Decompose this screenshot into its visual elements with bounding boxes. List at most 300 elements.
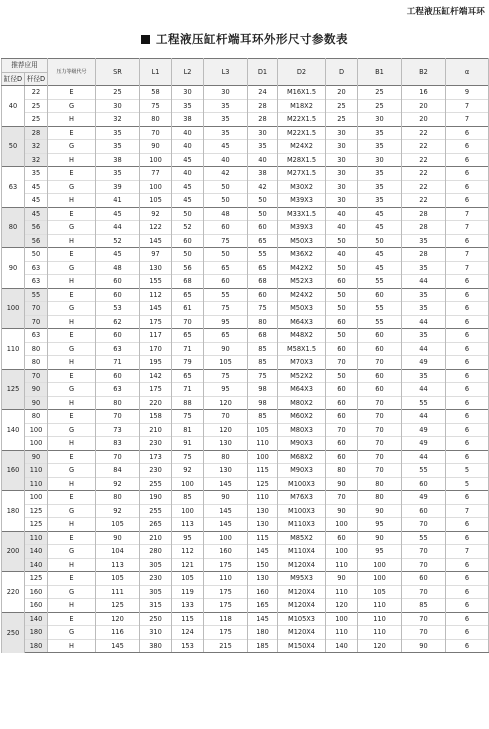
cell-d: 30 <box>326 180 358 194</box>
cell-d: 110 <box>326 626 358 640</box>
cell-d1: 80 <box>248 315 278 329</box>
cell-bore: 140 <box>2 410 25 451</box>
cell-l1: 80 <box>140 113 172 127</box>
cell-sr: 32 <box>96 113 140 127</box>
cell-b2: 85 <box>402 599 446 613</box>
cell-l1: 77 <box>140 167 172 181</box>
cell-rod: 63 <box>25 275 48 289</box>
cell-d1: 50 <box>248 207 278 221</box>
table-row <box>2 639 489 653</box>
cell-b2: 49 <box>402 491 446 505</box>
header-bore-diameter: 缸径D <box>2 72 25 86</box>
cell-l2: 105 <box>172 572 204 586</box>
cell-l3: 50 <box>204 180 248 194</box>
cell-b1: 25 <box>358 86 402 100</box>
cell-l1: 105 <box>140 194 172 208</box>
cell-b1: 110 <box>358 599 402 613</box>
cell-alpha: 6 <box>446 585 489 599</box>
cell-l1: 305 <box>140 585 172 599</box>
cell-b2: 90 <box>402 639 446 653</box>
cell-sr: 70 <box>96 410 140 424</box>
cell-alpha: 6 <box>446 572 489 586</box>
table-row <box>2 275 489 289</box>
cell-alpha: 6 <box>446 288 489 302</box>
cell-sr: 92 <box>96 504 140 518</box>
cell-b2: 70 <box>402 558 446 572</box>
cell-b1: 95 <box>358 545 402 559</box>
cell-l3: 120 <box>204 423 248 437</box>
table-row <box>2 558 489 572</box>
cell-l3: 175 <box>204 558 248 572</box>
cell-pressure: E <box>48 248 96 262</box>
cell-d2: M22X1.5 <box>278 126 326 140</box>
cell-pressure: H <box>48 477 96 491</box>
cell-d: 110 <box>326 558 358 572</box>
cell-sr: 105 <box>96 572 140 586</box>
cell-l2: 70 <box>172 315 204 329</box>
cell-d1: 35 <box>248 140 278 154</box>
cell-alpha: 6 <box>446 126 489 140</box>
cell-b1: 30 <box>358 153 402 167</box>
cell-rod: 140 <box>25 558 48 572</box>
table-row <box>2 423 489 437</box>
cell-l3: 175 <box>204 585 248 599</box>
cell-sr: 113 <box>96 558 140 572</box>
cell-l3: 95 <box>204 383 248 397</box>
cell-d1: 68 <box>248 275 278 289</box>
cell-d: 60 <box>326 315 358 329</box>
cell-l3: 130 <box>204 437 248 451</box>
cell-b2: 70 <box>402 612 446 626</box>
cell-d: 40 <box>326 221 358 235</box>
cell-l2: 115 <box>172 612 204 626</box>
cell-b1: 110 <box>358 626 402 640</box>
cell-l3: 40 <box>204 153 248 167</box>
cell-sr: 35 <box>96 167 140 181</box>
cell-d: 40 <box>326 207 358 221</box>
cell-pressure: E <box>48 410 96 424</box>
table-row <box>2 99 489 113</box>
cell-alpha: 6 <box>446 342 489 356</box>
cell-bore: 160 <box>2 450 25 491</box>
cell-d2: M90X3 <box>278 437 326 451</box>
cell-b2: 44 <box>402 275 446 289</box>
cell-pressure: E <box>48 572 96 586</box>
cell-l3: 90 <box>204 342 248 356</box>
cell-rod: 32 <box>25 140 48 154</box>
cell-l1: 155 <box>140 275 172 289</box>
cell-d1: 115 <box>248 464 278 478</box>
cell-alpha: 6 <box>446 531 489 545</box>
cell-pressure: E <box>48 450 96 464</box>
cell-l1: 112 <box>140 288 172 302</box>
cell-alpha: 6 <box>446 315 489 329</box>
cell-alpha: 6 <box>446 437 489 451</box>
cell-alpha: 7 <box>446 99 489 113</box>
cell-b2: 44 <box>402 342 446 356</box>
cell-pressure: H <box>48 518 96 532</box>
cell-l1: 265 <box>140 518 172 532</box>
cell-d2: M150X4 <box>278 639 326 653</box>
cell-b2: 22 <box>402 194 446 208</box>
cell-b2: 49 <box>402 356 446 370</box>
cell-d: 50 <box>326 261 358 275</box>
cell-b2: 22 <box>402 180 446 194</box>
cell-d: 30 <box>326 194 358 208</box>
cell-rod: 90 <box>25 450 48 464</box>
cell-rod: 125 <box>25 572 48 586</box>
table-row <box>2 113 489 127</box>
cell-l3: 75 <box>204 302 248 316</box>
cell-sr: 60 <box>96 275 140 289</box>
cell-d2: M90X3 <box>278 464 326 478</box>
cell-d1: 115 <box>248 531 278 545</box>
table-row <box>2 531 489 545</box>
cell-pressure: E <box>48 288 96 302</box>
cell-d2: M120X4 <box>278 626 326 640</box>
cell-l2: 45 <box>172 153 204 167</box>
cell-pressure: G <box>48 464 96 478</box>
cell-pressure: E <box>48 369 96 383</box>
cell-pressure: H <box>48 153 96 167</box>
cell-l2: 40 <box>172 126 204 140</box>
cell-alpha: 6 <box>446 410 489 424</box>
cell-alpha: 7 <box>446 113 489 127</box>
cell-l3: 118 <box>204 612 248 626</box>
cell-alpha: 5 <box>446 464 489 478</box>
cell-d1: 150 <box>248 558 278 572</box>
cell-l2: 85 <box>172 491 204 505</box>
cell-l3: 35 <box>204 126 248 140</box>
cell-d: 50 <box>326 288 358 302</box>
cell-l3: 45 <box>204 140 248 154</box>
cell-d2: M80X2 <box>278 396 326 410</box>
cell-l3: 175 <box>204 626 248 640</box>
cell-alpha: 7 <box>446 504 489 518</box>
cell-d1: 130 <box>248 518 278 532</box>
cell-d: 60 <box>326 396 358 410</box>
cell-rod: 28 <box>25 126 48 140</box>
header-B2: B2 <box>402 59 446 86</box>
cell-d2: M39X3 <box>278 194 326 208</box>
cell-d: 60 <box>326 437 358 451</box>
cell-b1: 60 <box>358 369 402 383</box>
cell-d2: M24X2 <box>278 288 326 302</box>
cell-d: 30 <box>326 140 358 154</box>
cell-rod: 140 <box>25 545 48 559</box>
cell-b1: 100 <box>358 558 402 572</box>
cell-b2: 22 <box>402 153 446 167</box>
cell-l2: 40 <box>172 140 204 154</box>
cell-alpha: 6 <box>446 491 489 505</box>
cell-alpha: 6 <box>446 558 489 572</box>
cell-sr: 73 <box>96 423 140 437</box>
cell-l3: 160 <box>204 545 248 559</box>
table-row <box>2 180 489 194</box>
cell-b1: 70 <box>358 423 402 437</box>
cell-sr: 48 <box>96 261 140 275</box>
cell-alpha: 7 <box>446 545 489 559</box>
table-row <box>2 585 489 599</box>
cell-b1: 45 <box>358 207 402 221</box>
cell-l2: 79 <box>172 356 204 370</box>
cell-d: 50 <box>326 234 358 248</box>
cell-d2: M16X1.5 <box>278 86 326 100</box>
cell-l1: 122 <box>140 221 172 235</box>
cell-d2: M120X4 <box>278 585 326 599</box>
cell-rod: 25 <box>25 113 48 127</box>
cell-sr: 83 <box>96 437 140 451</box>
cell-b1: 70 <box>358 356 402 370</box>
cell-l2: 119 <box>172 585 204 599</box>
cell-l2: 61 <box>172 302 204 316</box>
cell-l2: 52 <box>172 221 204 235</box>
cell-bore: 125 <box>2 369 25 410</box>
cell-d1: 130 <box>248 504 278 518</box>
cell-l3: 80 <box>204 450 248 464</box>
cell-l3: 35 <box>204 113 248 127</box>
cell-rod: 22 <box>25 86 48 100</box>
cell-bore: 180 <box>2 491 25 532</box>
cell-pressure: H <box>48 639 96 653</box>
cell-sr: 92 <box>96 477 140 491</box>
cell-bore: 63 <box>2 167 25 208</box>
cell-d1: 28 <box>248 113 278 127</box>
cell-pressure: E <box>48 491 96 505</box>
cell-sr: 145 <box>96 639 140 653</box>
table-row <box>2 396 489 410</box>
cell-b1: 70 <box>358 410 402 424</box>
cell-sr: 45 <box>96 207 140 221</box>
cell-l1: 145 <box>140 234 172 248</box>
cell-alpha: 6 <box>446 369 489 383</box>
header-D2: D2 <box>278 59 326 86</box>
cell-l2: 153 <box>172 639 204 653</box>
cell-b1: 55 <box>358 315 402 329</box>
table-row <box>2 356 489 370</box>
cell-b1: 70 <box>358 464 402 478</box>
cell-alpha: 7 <box>446 221 489 235</box>
cell-d: 100 <box>326 612 358 626</box>
cell-rod: 45 <box>25 180 48 194</box>
cell-d: 50 <box>326 329 358 343</box>
cell-l2: 95 <box>172 531 204 545</box>
table-row <box>2 329 489 343</box>
cell-l1: 255 <box>140 477 172 491</box>
cell-rod: 56 <box>25 221 48 235</box>
cell-l3: 175 <box>204 599 248 613</box>
cell-d: 30 <box>326 167 358 181</box>
cell-b1: 50 <box>358 234 402 248</box>
cell-b1: 90 <box>358 504 402 518</box>
cell-d2: M120X4 <box>278 599 326 613</box>
cell-l3: 50 <box>204 194 248 208</box>
cell-sr: 53 <box>96 302 140 316</box>
table-row <box>2 207 489 221</box>
cell-l1: 170 <box>140 342 172 356</box>
cell-b1: 105 <box>358 585 402 599</box>
cell-l1: 92 <box>140 207 172 221</box>
cell-l1: 158 <box>140 410 172 424</box>
cell-pressure: H <box>48 437 96 451</box>
cell-rod: 160 <box>25 585 48 599</box>
table-row <box>2 410 489 424</box>
cell-alpha: 5 <box>446 477 489 491</box>
cell-b1: 80 <box>358 477 402 491</box>
cell-b2: 70 <box>402 545 446 559</box>
cell-pressure: G <box>48 302 96 316</box>
cell-alpha: 6 <box>446 153 489 167</box>
cell-l1: 175 <box>140 383 172 397</box>
cell-l1: 90 <box>140 140 172 154</box>
table-row <box>2 221 489 235</box>
cell-l3: 215 <box>204 639 248 653</box>
cell-d2: M100X3 <box>278 477 326 491</box>
cell-alpha: 6 <box>446 518 489 532</box>
cell-d1: 110 <box>248 437 278 451</box>
cell-l1: 280 <box>140 545 172 559</box>
cell-l2: 65 <box>172 369 204 383</box>
table-row <box>2 86 489 100</box>
cell-l2: 91 <box>172 437 204 451</box>
cell-d: 90 <box>326 504 358 518</box>
cell-pressure: E <box>48 612 96 626</box>
cell-l1: 230 <box>140 464 172 478</box>
cell-l1: 117 <box>140 329 172 343</box>
cell-l1: 305 <box>140 558 172 572</box>
cell-d2: M60X2 <box>278 410 326 424</box>
table-row <box>2 342 489 356</box>
cell-l2: 71 <box>172 342 204 356</box>
cell-rod: 180 <box>25 639 48 653</box>
table-row <box>2 248 489 262</box>
cell-d1: 130 <box>248 572 278 586</box>
table-row <box>2 612 489 626</box>
cell-l1: 75 <box>140 99 172 113</box>
cell-d1: 42 <box>248 180 278 194</box>
cell-l1: 210 <box>140 531 172 545</box>
header-L3: L3 <box>204 59 248 86</box>
table-row <box>2 626 489 640</box>
cell-b2: 35 <box>402 302 446 316</box>
cell-rod: 140 <box>25 612 48 626</box>
running-header: 工程液压缸杆端耳环 <box>406 7 485 17</box>
table-row <box>2 477 489 491</box>
cell-d1: 38 <box>248 167 278 181</box>
cell-b1: 30 <box>358 113 402 127</box>
cell-d1: 180 <box>248 626 278 640</box>
cell-b2: 49 <box>402 437 446 451</box>
cell-sr: 63 <box>96 383 140 397</box>
cell-sr: 35 <box>96 140 140 154</box>
cell-alpha: 6 <box>446 450 489 464</box>
cell-d: 30 <box>326 153 358 167</box>
cell-d1: 160 <box>248 585 278 599</box>
cell-b2: 16 <box>402 86 446 100</box>
cell-l2: 45 <box>172 194 204 208</box>
cell-d: 30 <box>326 126 358 140</box>
cell-rod: 110 <box>25 477 48 491</box>
cell-rod: 56 <box>25 234 48 248</box>
cell-pressure: H <box>48 113 96 127</box>
cell-sr: 80 <box>96 396 140 410</box>
cell-b2: 44 <box>402 315 446 329</box>
cell-bore: 90 <box>2 248 25 289</box>
cell-b1: 35 <box>358 180 402 194</box>
title-text: 工程液压缸杆端耳环外形尺寸参数表 <box>156 32 348 46</box>
cell-rod: 70 <box>25 369 48 383</box>
cell-l1: 173 <box>140 450 172 464</box>
cell-alpha: 6 <box>446 329 489 343</box>
cell-d1: 145 <box>248 545 278 559</box>
cell-rod: 80 <box>25 356 48 370</box>
cell-l1: 142 <box>140 369 172 383</box>
cell-alpha: 6 <box>446 302 489 316</box>
cell-b1: 55 <box>358 302 402 316</box>
cell-l3: 65 <box>204 329 248 343</box>
cell-d1: 145 <box>248 612 278 626</box>
cell-d1: 28 <box>248 99 278 113</box>
cell-pressure: G <box>48 342 96 356</box>
cell-d2: M48X2 <box>278 329 326 343</box>
table-row <box>2 545 489 559</box>
cell-l3: 60 <box>204 275 248 289</box>
dimension-table <box>1 58 489 653</box>
cell-sr: 25 <box>96 86 140 100</box>
cell-alpha: 6 <box>446 396 489 410</box>
header-D1: D1 <box>248 59 278 86</box>
cell-l2: 68 <box>172 275 204 289</box>
cell-l2: 75 <box>172 410 204 424</box>
cell-l2: 100 <box>172 504 204 518</box>
cell-d1: 65 <box>248 234 278 248</box>
cell-rod: 90 <box>25 396 48 410</box>
cell-rod: 100 <box>25 491 48 505</box>
cell-l3: 120 <box>204 396 248 410</box>
cell-b1: 60 <box>358 342 402 356</box>
cell-b2: 22 <box>402 140 446 154</box>
cell-sr: 30 <box>96 99 140 113</box>
cell-b2: 22 <box>402 167 446 181</box>
cell-l2: 50 <box>172 248 204 262</box>
cell-b1: 70 <box>358 450 402 464</box>
header-recommended-use: 推荐应用 <box>2 59 48 73</box>
cell-rod: 80 <box>25 410 48 424</box>
cell-l2: 56 <box>172 261 204 275</box>
cell-pressure: H <box>48 396 96 410</box>
cell-pressure: H <box>48 558 96 572</box>
cell-pressure: H <box>48 234 96 248</box>
cell-d2: M68X2 <box>278 450 326 464</box>
cell-d: 140 <box>326 639 358 653</box>
cell-alpha: 6 <box>446 194 489 208</box>
cell-sr: 105 <box>96 518 140 532</box>
cell-l2: 81 <box>172 423 204 437</box>
table-row <box>2 194 489 208</box>
cell-sr: 60 <box>96 369 140 383</box>
cell-sr: 84 <box>96 464 140 478</box>
cell-b1: 100 <box>358 572 402 586</box>
cell-sr: 116 <box>96 626 140 640</box>
cell-b1: 60 <box>358 288 402 302</box>
cell-l3: 145 <box>204 504 248 518</box>
cell-d: 90 <box>326 572 358 586</box>
header-D: D <box>326 59 358 86</box>
cell-d: 120 <box>326 599 358 613</box>
cell-d1: 98 <box>248 383 278 397</box>
table-row <box>2 450 489 464</box>
cell-b1: 120 <box>358 639 402 653</box>
